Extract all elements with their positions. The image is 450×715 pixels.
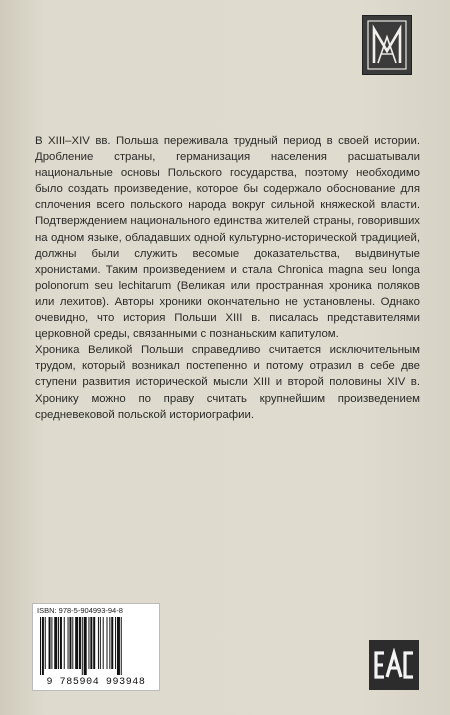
barcode-bar <box>98 617 99 669</box>
barcode-bar <box>103 617 104 669</box>
barcode-bar <box>60 617 62 669</box>
isbn-label: ISBN: 978-5-904993-94-8 <box>37 606 123 615</box>
barcode-bar <box>75 617 78 669</box>
description-text <box>35 133 420 423</box>
barcode-bar <box>54 617 57 669</box>
publisher-monogram-icon <box>362 15 412 75</box>
barcode-bar <box>49 617 51 669</box>
barcode-bar <box>58 617 59 669</box>
barcode-bar <box>111 617 113 669</box>
barcode-bar <box>93 617 95 669</box>
ean-digits: 9 785904 993948 <box>46 677 146 688</box>
barcode-bar <box>90 617 92 669</box>
description-paragraph: В XIII–XIV вв. Польша переживала трудный период в своей истории. Дробление страны, германизация населения расшатывали национальные основы Польского государства, поэтому необходимо было создать произведение, которое бы содержало обоснование для сплочения всего польского народа вокруг сильной княжеской власти. Подтверждением национального единства жителей страны, говоривших на одном языке, обладавших одной культурно-исторической традицией, должны были служить весомые доказательства, выдвинутые хронистами. Таким произведением и стала Chronica magna seu longa polonorum seu lechitarum (Великая или пространная хроника поляков или лехитов). Авторы хроники окончательно не установлены. Однако очевидно, что история Польши XIII в. писалась представителями церковной среды, связанными с познаньским капитулом. <box>35 135 420 341</box>
barcode-bar <box>107 617 108 669</box>
barcode-bar <box>40 617 41 675</box>
description-paragraph: Хроника Великой Польши справедливо считается исключительным трудом, который возникал постепенно и потому отразил в себе две ступени развития исторической мысли XIII и второй половины XIV в. Хронику можно по праву считать крупнейшим произведением средневековой польской историографии. <box>35 344 420 421</box>
barcode-bar <box>64 617 65 669</box>
barcode-bar <box>88 617 89 669</box>
barcode-bars <box>39 617 153 675</box>
isbn-barcode <box>32 603 160 691</box>
barcode-bar <box>45 617 46 669</box>
barcode-bar <box>117 617 120 675</box>
barcode-bar <box>68 617 69 669</box>
eac-conformity-mark-icon <box>369 640 419 690</box>
barcode-bar <box>109 617 110 669</box>
barcode-bar <box>115 617 116 669</box>
barcode-bar <box>121 617 122 675</box>
barcode-bar <box>69 617 71 669</box>
barcode-bar <box>51 617 52 669</box>
barcode-bar <box>42 617 44 675</box>
barcode-bar <box>84 617 87 675</box>
barcode-bar <box>72 617 73 669</box>
barcode-bar <box>79 617 81 669</box>
barcode-bar <box>82 617 83 675</box>
barcode-bar <box>100 617 101 669</box>
